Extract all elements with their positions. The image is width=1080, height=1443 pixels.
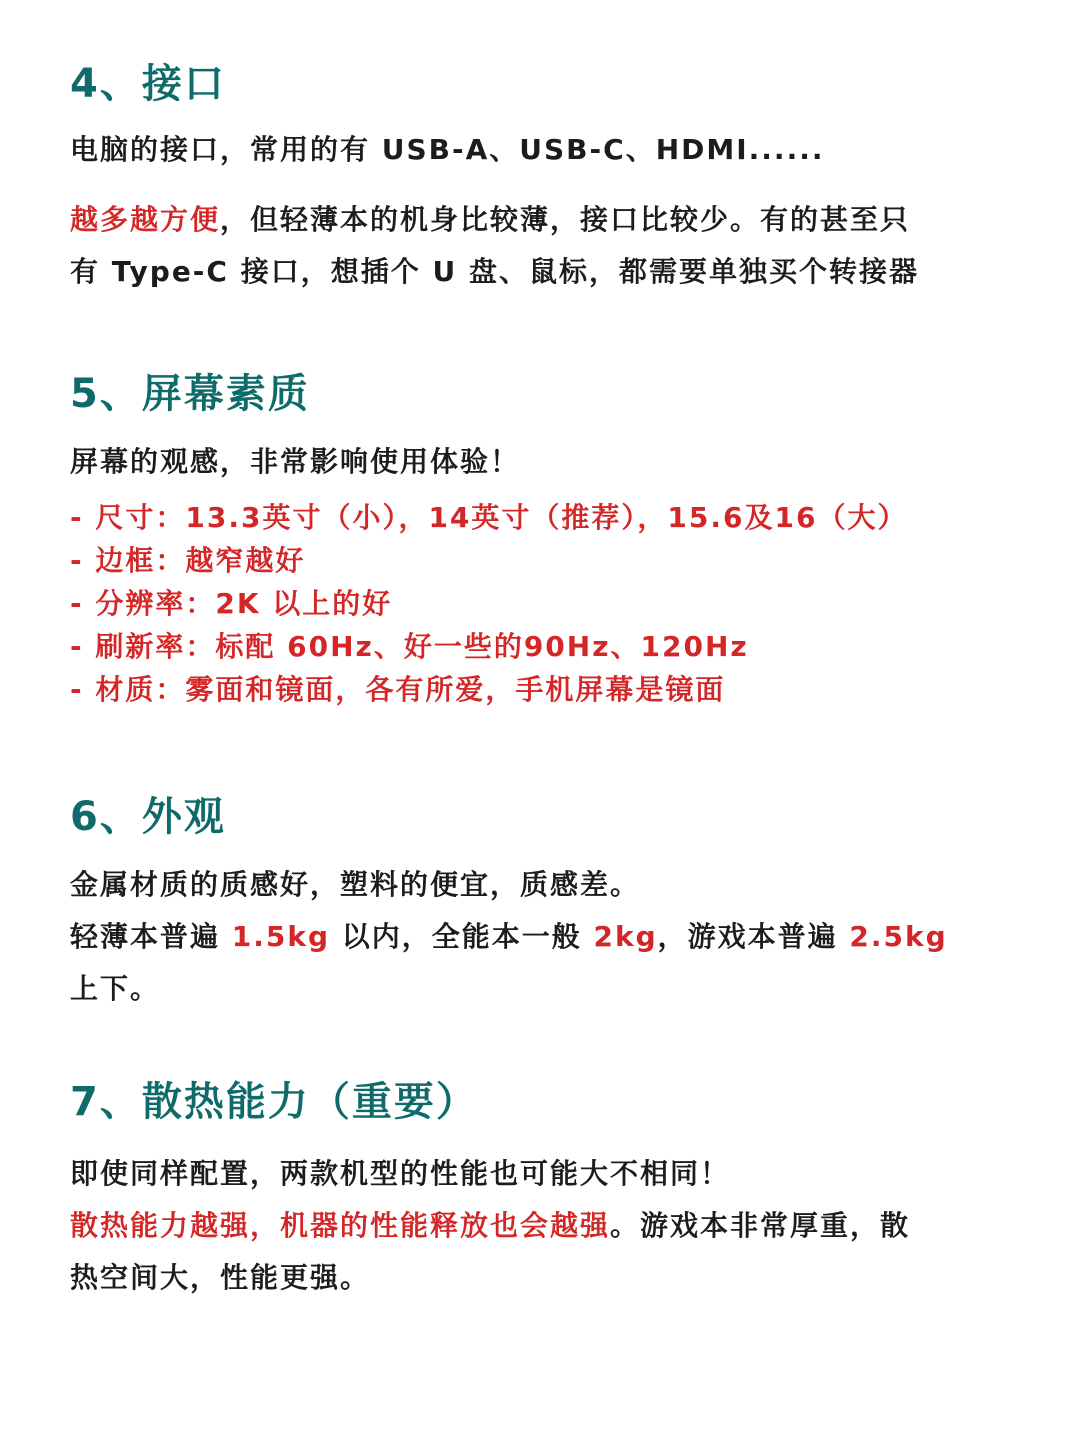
list-item: - 刷新率：标配 60Hz、好一些的90Hz、120Hz <box>70 630 749 663</box>
paragraph: 电脑的接口，常用的有 USB-A、USB-C、HDMI...... <box>70 133 825 166</box>
section-screen-quality <box>70 368 1020 711</box>
paragraph: 屏幕的观感，非常影响使用体验！ <box>70 445 521 478</box>
paragraph-text: 轻薄本普遍 <box>70 920 232 953</box>
section-appearance <box>70 791 1020 1015</box>
paragraph: 上下。 <box>70 972 161 1005</box>
list-item: - 尺寸：13.3英寸（小），14英寸（推荐），15.6及16（大） <box>70 501 908 534</box>
spec-list <box>70 496 1020 711</box>
paragraph-text: ，游戏本普遍 <box>657 920 850 953</box>
section-heading: 6、外观 <box>70 794 226 840</box>
paragraph: 热空间大，性能更强。 <box>70 1261 371 1294</box>
list-item: - 分辨率：2K 以上的好 <box>70 587 393 620</box>
section-heading: 5、屏幕素质 <box>70 371 310 417</box>
list-item: - 边框：越窄越好 <box>70 544 306 577</box>
section-interfaces <box>70 58 1020 298</box>
highlight-text: 1.5kg <box>231 920 331 953</box>
paragraph-text: 以内，全能本一般 <box>330 920 594 953</box>
list-item: - 材质：雾面和镜面，各有所爱，手机屏幕是镜面 <box>70 673 726 706</box>
highlight-text: 2.5kg <box>849 920 948 953</box>
section-heading: 4、接口 <box>70 61 226 107</box>
paragraph: 有 Type-C 接口，想插个 U 盘、鼠标，都需要单独买个转接器 <box>70 255 919 288</box>
paragraph: 金属材质的质感好，塑料的便宜，质感差。 <box>70 868 641 901</box>
paragraph <box>70 911 1020 963</box>
paragraph-text: ，但轻薄本的机身比较薄，接口比较少。有的甚至只 <box>220 203 911 236</box>
paragraph: 即使同样配置，两款机型的性能也可能大不相同！ <box>70 1157 731 1190</box>
section-cooling <box>70 1076 1020 1304</box>
highlight-text: 越多越方便 <box>70 203 221 236</box>
paragraph <box>70 1200 1020 1252</box>
highlight-text: 散热能力越强，机器的性能释放也会越强 <box>70 1209 611 1242</box>
paragraph-text: 。游戏本非常厚重，散 <box>610 1209 911 1242</box>
section-heading: 7、散热能力（重要） <box>70 1079 478 1125</box>
highlight-text: 2kg <box>593 920 658 953</box>
paragraph <box>70 194 1020 246</box>
